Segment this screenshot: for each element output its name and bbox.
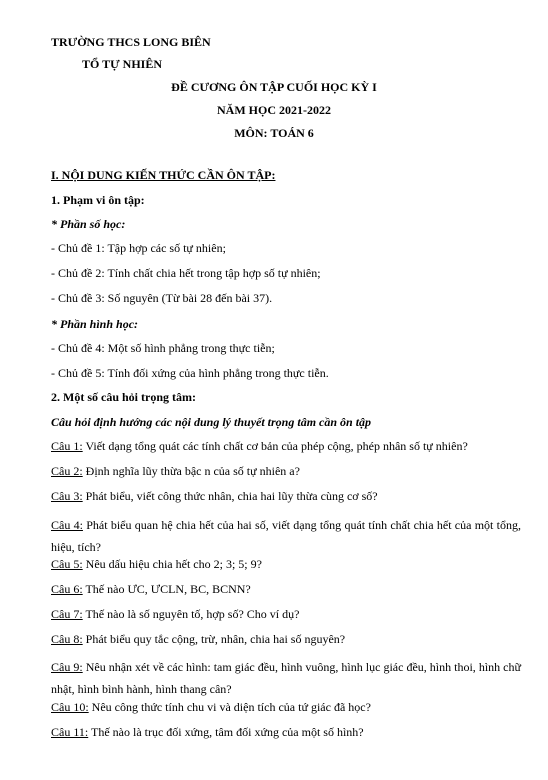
question-text: Phát biểu quan hệ chia hết của hai số, viết dạng tổng quát tính chất chia hết của một tổng, hiệu, tích?: [51, 518, 522, 554]
question-item: [51, 557, 262, 572]
list-item: - Chủ đề 4: Một số hình phẳng trong thực tiễn;: [51, 341, 275, 355]
list-item: - Chủ đề 3: Số nguyên (Từ bài 28 đến bài 37).: [51, 291, 273, 305]
question-number: Câu 8:: [51, 632, 83, 646]
question-text: Thế nào là số nguyên tố, hợp số? Cho ví dụ?: [82, 607, 300, 621]
question-text: Định nghĩa lũy thừa bậc n của số tự nhiên a?: [82, 464, 300, 478]
question-number: Câu 6:: [51, 582, 83, 596]
question-number: Câu 10:: [51, 700, 89, 714]
question-number: Câu 3:: [51, 489, 83, 503]
questions-subheading: Câu hỏi định hướng các nội dung lý thuyết trọng tâm cần ôn tập: [51, 415, 372, 429]
scope-heading: 1. Phạm vi ôn tập:: [51, 193, 145, 207]
question-text: Nêu công thức tính chu vi và diện tích của tứ giác đã học?: [88, 700, 371, 714]
question-text: Phát biểu quy tắc cộng, trừ, nhân, chia hai số nguyên?: [82, 632, 346, 646]
question-text: Nêu nhận xét về các hình: tam giác đều, hình vuông, hình lục giác đều, hình thoi, hình chữ nhật, hình bình hành, hình thang cân?: [51, 660, 521, 696]
question-text: Nêu dấu hiệu chia hết cho 2; 3; 5; 9?: [82, 557, 262, 571]
question-number: Câu 2:: [51, 464, 83, 478]
question-text: Thế nào ƯC, ƯCLN, BC, BCNN?: [82, 582, 251, 596]
question-item: [51, 514, 521, 558]
list-item: - Chủ đề 1: Tập hợp các số tự nhiên;: [51, 241, 226, 255]
question-text: Viết dạng tổng quát các tính chất cơ bản của phép cộng, phép nhân số tự nhiên?: [82, 439, 468, 453]
department-name: TỔ TỰ NHIÊN: [82, 57, 163, 71]
section-heading: I. NỘI DUNG KIẾN THỨC CẦN ÔN TẬP:: [51, 168, 276, 182]
question-number: Câu 9:: [51, 660, 83, 674]
question-item: [51, 700, 371, 715]
question-item: [51, 632, 345, 647]
list-item: - Chủ đề 5: Tính đối xứng của hình phẳng trong thực tiễn.: [51, 366, 329, 380]
question-item: [51, 464, 300, 479]
questions-heading: 2. Một số câu hỏi trọng tâm:: [51, 390, 196, 404]
question-text: Thế nào là trục đối xứng, tâm đối xứng của một số hình?: [88, 725, 364, 739]
question-text: Phát biểu, viết công thức nhân, chia hai lũy thừa cùng cơ số?: [82, 489, 378, 503]
question-item: [51, 489, 378, 504]
question-item: [51, 607, 299, 622]
question-number: Câu 11:: [51, 725, 89, 739]
question-number: Câu 5:: [51, 557, 83, 571]
arithmetic-heading: * Phần số học:: [51, 217, 126, 231]
school-name: TRƯỜNG THCS LONG BIÊN: [51, 35, 211, 49]
question-number: Câu 4:: [51, 518, 83, 532]
list-item: - Chủ đề 2: Tính chất chia hết trong tập hợp số tự nhiên;: [51, 266, 321, 280]
question-item: [51, 725, 364, 740]
document-title: ĐỀ CƯƠNG ÔN TẬP CUỐI HỌC KỲ I: [171, 80, 377, 94]
question-item: [51, 439, 468, 454]
subject-title: MÔN: TOÁN 6: [234, 126, 314, 140]
school-year: NĂM HỌC 2021-2022: [217, 103, 331, 117]
question-item: [51, 582, 251, 597]
geometry-heading: * Phần hình học:: [51, 317, 139, 331]
question-item: [51, 656, 521, 700]
question-number: Câu 7:: [51, 607, 83, 621]
question-number: Câu 1:: [51, 439, 83, 453]
